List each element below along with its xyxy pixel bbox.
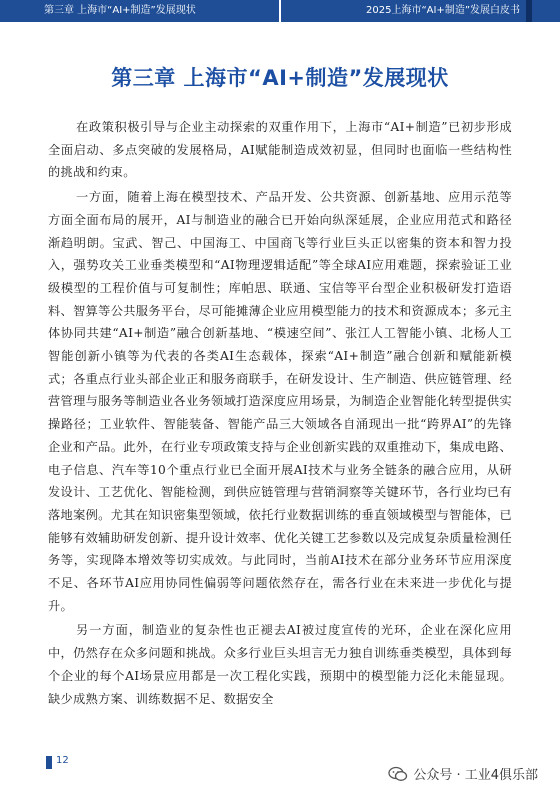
paragraph-progress: 一方面，随着上海在模型技术、产品开发、公共资源、创新基地、应用示范等方面全面布局的展开，AI与制造业的融合已开始向纵深延展，企业应用范式和路径渐趋明朗。宝武、智己、中国海工、中国商飞等行业巨头正以密集的资本和智力投入，强势攻关工业垂类模型和“AI物理逻辑适配”等全球AI应用难题，探索验证工业级模型的工程价值与可复制性；库帕思、联通、宝信等平台型企业积极研发打造语料、智算等公共服务平台，尽可能摊薄企业应用模型能力的技术和资源成本；多元主体协同共建“AI+制造”融合创新基地、“模速空间”、张江人工智能小镇、北杨人工智能创新小镇等为代表的各类AI生态载体，探索“AI+制造”融合创新和赋能新模式；各重点行业头部企业正和服务商联手，在研发设计、生产制造、供应链管理、经营管理与服务等制造业各业务领域打造深度应用场景，为制造企业智能化转型提供实操路径；工业软件、智能装备、智能产品三大领域各自涌现出一批“跨界AI”的先锋企业和产品。此外，在行业专项政策支持与企业创新实践的双重推动下，集成电路、电子信息、汽车等10个重点行业已全面开展AI技术与业务全链条的融合应用，从研发设计、工艺优化、智能检测，到供应链管理与营销洞察等关键环节，各行业均已有落地案例。尤其在知识密集型领域，依托行业数据训练的垂直领域模型与智能体，已能够有效辅助研发创新、提升设计效率、优化关键工艺参数以及完成复杂质量检测任务等，实现降本增效等切实成效。与此同时，当前AI技术在部分业务环节应用深度不足、各环节AI应用协同性偏弱等问题依然存在，需各行业在未来进一步优化与提升。 xyxy=(48,190,512,613)
header-accent-bar xyxy=(526,0,532,22)
wechat-icon xyxy=(388,766,408,782)
footer-accent-bar xyxy=(46,756,52,769)
chapter-title: 第三章 上海市“AI+制造”发展现状 xyxy=(111,66,449,90)
paragraph-challenges: 另一方面，制造业的复杂性也正褪去AI被过度宣传的光环，企业在深化应用中，仍然存在众多问题和挑战。众多行业巨头坦言无力独自训练垂类模型，具体到每个企业的每个AI场景应用都是一次工程化实践，预期中的模型能力泛化未能显现。缺少成熟方案、训练数据不足、数据安全 xyxy=(48,623,512,706)
page-header xyxy=(0,0,560,22)
header-chapter-label: 第三章 上海市“AI+制造”发展现状 xyxy=(0,0,279,22)
watermark-text: 公众号 · 工业4俱乐部 xyxy=(413,768,538,783)
paragraph-intro: 在政策积极引导与企业主动探索的双重作用下，上海市“AI+制造”已初步形成全面启动、多点突破的发展格局，AI赋能制造成效初显，但同时也面临一些结构性的挑战和约束。 xyxy=(48,120,512,180)
watermark xyxy=(388,764,538,783)
body-text xyxy=(48,116,512,710)
page-number: 12 xyxy=(56,755,69,766)
header-book-title: 2025上海市“AI+制造”发展白皮书 xyxy=(281,0,560,22)
